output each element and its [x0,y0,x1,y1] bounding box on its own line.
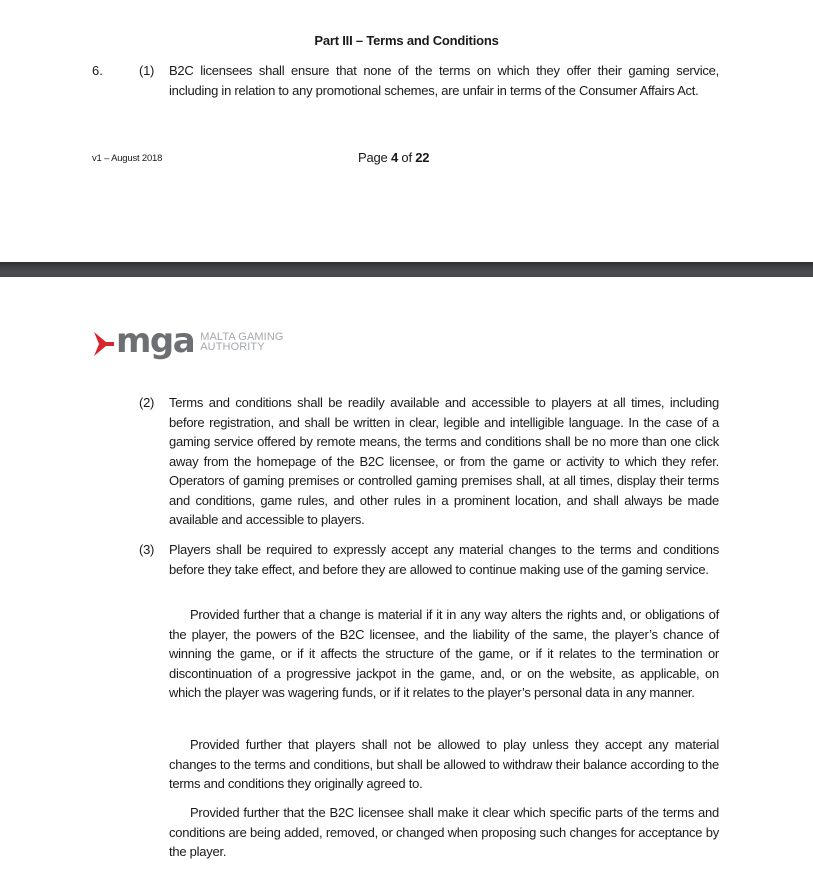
maltese-cross-icon [93,329,115,359]
paragraph-3-label: (3) [139,542,155,557]
logo-authority-text [200,332,283,352]
paragraph-2-label: (2) [139,395,155,410]
paragraph-3 [139,540,719,579]
paragraph-2 [139,393,719,530]
logo-line-2: AUTHORITY [200,341,265,353]
paragraph-3-text: Players shall be required to expressly accept any material changes to the terms and conditions before they take effect, and before they are allowed to continue making use of the gaming service. [169,542,719,577]
part-title: Part III – Terms and Conditions [314,33,499,48]
document-page-4 [0,0,813,262]
section-number: 6. [92,63,103,78]
page-of: of [398,150,416,165]
proviso-1: Provided further that a change is material if it in any way alters the rights and, or obligations of the player, the powers of the B2C licensee, and the liability of the same, the player’s chance of winning the game, or if it affects the structure of the game, or if it relates to the termination or discontinuation of a progressive jackpot in the game, and, or on the website, as applicable, on which the player was wagering funds, or if it relates to the player’s personal data in any manner. [169,607,719,700]
page-total: 22 [415,150,430,165]
logo-line-1: MALTA GAMING [200,331,284,343]
proviso-2: Provided further that players shall not be allowed to play unless they accept any material changes to the terms and conditions, but shall be allowed to withdraw their balance according to the terms and conditions they originally agreed to. [169,737,719,791]
paragraph-2-text: Terms and conditions shall be readily available and accessible to players at all times, including before registration, and shall be written in clear, legible and intelligible language. In the case of a gaming service offered by remote means, the terms and conditions shall be no more than one click away from the homepage of the B2C licensee, or from the game or activity to which they refer. Operators of gaming premises or controlled gaming premises shall, at all times, display their terms and conditions, game rules, and other rules in a prominent location, and shall always be made available and accessible to players. [169,395,719,527]
logo-wordmark: mga [116,321,195,361]
page-separator [0,262,813,277]
mga-logo [93,321,284,361]
paragraph-1-label: (1) [139,63,155,78]
paragraph-1-text: B2C licensees shall ensure that none of the terms on which they offer their gaming service, including in relation to any promotional schemes, are unfair in terms of the Consumer Affairs Act. [169,63,719,98]
footer-page-number [358,150,429,165]
page-current: 4 [390,150,399,165]
page-prefix: Page [358,150,391,165]
proviso-3: Provided further that the B2C licensee shall make it clear which specific parts of the terms and conditions are being added, removed, or changed when proposing such changes for acceptance by the player. [169,805,719,859]
footer-version: v1 – August 2018 [92,153,163,164]
paragraph-1 [139,61,719,100]
